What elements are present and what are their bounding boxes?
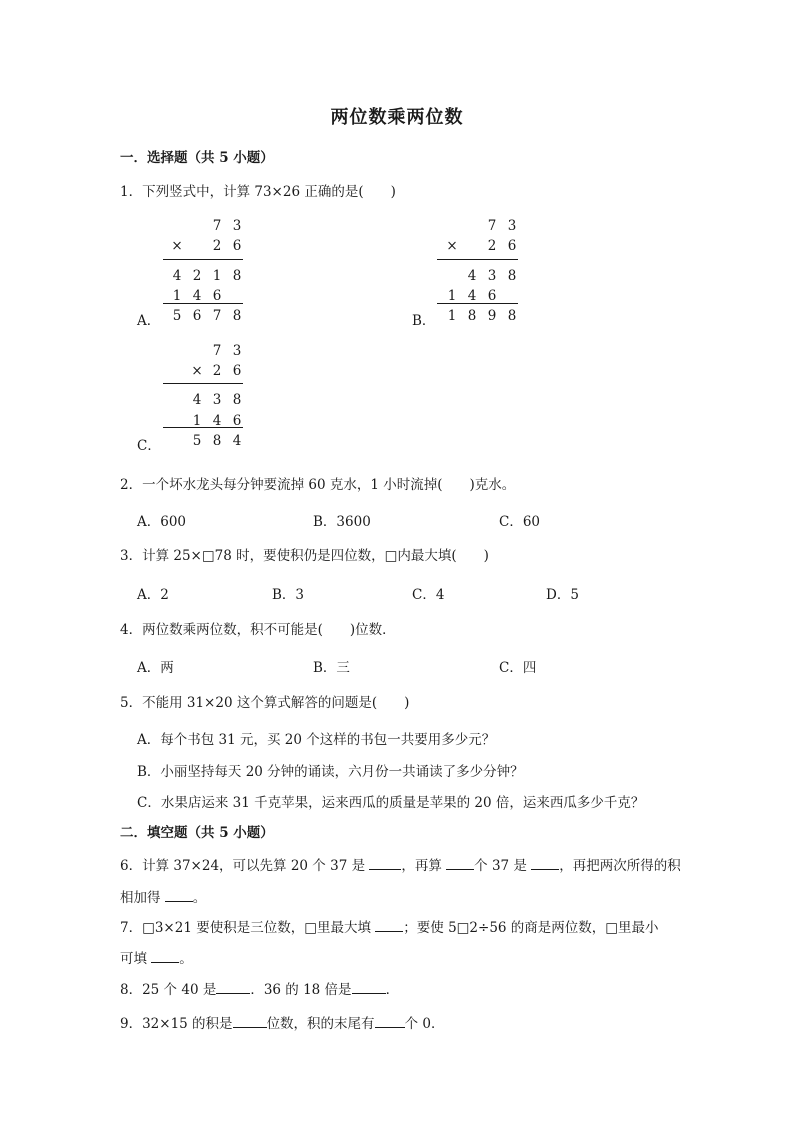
calc-rule-line: [437, 259, 518, 260]
question-3-option-b[interactable]: B．3: [272, 587, 305, 603]
calc-digit: 6: [212, 288, 222, 304]
calc-digit: 4: [192, 288, 202, 304]
question-5-option-b[interactable]: B．小丽坚持每天 20 分钟的诵读，六月份一共诵读了多少分钟？: [137, 764, 524, 780]
calc-digit: 2: [212, 238, 222, 254]
calc-digit: 8: [467, 308, 477, 324]
calc-digit: 4: [192, 392, 202, 408]
question-2-stem: 2．一个坏水龙头每分钟要流掉 60 克水，1 小时流掉( )克水。: [120, 477, 516, 493]
calc-digit: 6: [232, 238, 242, 254]
calc-digit: 3: [507, 218, 517, 234]
question-2-option-a[interactable]: A．600: [137, 514, 187, 530]
calc-rule-line: [163, 427, 243, 428]
question-6-text-2: ，再算: [401, 858, 442, 874]
question-6-line-2: [120, 886, 206, 906]
calc-digit: 1: [447, 288, 457, 304]
question-5-option-c[interactable]: C．水果店运来 31 千克苹果，运来西瓜的质量是苹果的 20 倍，运来西瓜多少千克？: [137, 795, 645, 811]
calc-digit: 6: [487, 288, 497, 304]
calc-digit: 4: [232, 433, 242, 449]
question-6-text-1: 6．计算 37×24，可以先算 20 个 37 是: [120, 858, 366, 874]
question-6-line-1: [120, 854, 681, 874]
calc-digit: 5: [172, 308, 182, 324]
page-title: 两位数乘两位数: [330, 107, 464, 128]
calc-digit: 7: [212, 218, 222, 234]
calc-rule-line: [163, 259, 243, 260]
calc-rule-line: [163, 303, 243, 304]
calc-digit: 1: [192, 413, 202, 429]
calc-digit: 3: [212, 392, 222, 408]
question-7-text-2: ；要使 5□2÷56 的商是两位数，□里最小: [403, 920, 659, 936]
calc-digit: 4: [467, 288, 477, 304]
calc-digit: 8: [232, 392, 242, 408]
calc-digit: 3: [232, 343, 242, 359]
question-7-line-1: [120, 916, 659, 936]
question-4-option-a[interactable]: A．两: [137, 660, 174, 676]
calc-digit: 6: [232, 363, 242, 379]
answer-blank[interactable]: [352, 979, 386, 994]
question-8-text-2: ．36 的 18 倍是: [250, 982, 352, 998]
calc-digit: 6: [192, 308, 202, 324]
question-8: [120, 978, 399, 998]
question-7-text-4: 。: [179, 951, 193, 967]
question-9-text-1: 9．32×15 的积是: [120, 1016, 233, 1032]
times-sign: ×: [191, 363, 203, 379]
calc-digit: 8: [232, 308, 242, 324]
calc-digit: 3: [487, 268, 497, 284]
question-8-text-1: 8．25 个 40 是: [120, 982, 217, 998]
option-b-label[interactable]: B．: [412, 313, 436, 329]
question-5-option-a[interactable]: A．每个书包 31 元，买 20 个这样的书包一共要用多少元？: [137, 732, 496, 748]
calc-digit: 1: [447, 308, 457, 324]
calc-digit: 1: [172, 288, 182, 304]
calc-digit: 2: [192, 268, 202, 284]
calc-digit: 2: [487, 238, 497, 254]
calc-digit: 8: [232, 268, 242, 284]
calc-digit: 8: [507, 268, 517, 284]
answer-blank[interactable]: [369, 855, 401, 870]
answer-blank[interactable]: [151, 948, 179, 963]
question-4-stem: 4．两位数乘两位数，积不可能是( )位数．: [120, 622, 396, 638]
calc-digit: 4: [212, 413, 222, 429]
question-9-text-3: 个 0．: [404, 1016, 445, 1032]
section-heading-choice: 一．选择题（共 5 小题）: [120, 150, 274, 166]
calc-digit: 6: [507, 238, 517, 254]
calc-rule-line: [437, 303, 518, 304]
calc-digit: 9: [487, 308, 497, 324]
answer-blank[interactable]: [233, 1013, 267, 1028]
calc-rule-line: [163, 383, 243, 384]
question-7-line-2: [120, 947, 193, 967]
calc-digit: 4: [467, 268, 477, 284]
section-heading-fill: 二．填空题（共 5 小题）: [120, 825, 274, 841]
calc-digit: 8: [212, 433, 222, 449]
answer-blank[interactable]: [446, 855, 474, 870]
question-2-option-c[interactable]: C．60: [499, 514, 541, 530]
calc-digit: 8: [507, 308, 517, 324]
calc-digit: 4: [172, 268, 182, 284]
question-9: [120, 1012, 444, 1032]
question-5-stem: 5．不能用 31×20 这个算式解答的问题是( ): [120, 695, 410, 711]
answer-blank[interactable]: [375, 1013, 405, 1028]
answer-blank[interactable]: [165, 887, 193, 902]
calc-digit: 7: [487, 218, 497, 234]
calc-digit: 2: [212, 363, 222, 379]
answer-blank[interactable]: [531, 855, 559, 870]
question-6-text-5: 相加得: [120, 890, 161, 906]
option-c-label[interactable]: C．: [137, 438, 161, 454]
question-4-option-c[interactable]: C．四: [499, 660, 537, 676]
question-3-option-a[interactable]: A．2: [137, 587, 169, 603]
calc-digit: 7: [212, 308, 222, 324]
question-3-option-d[interactable]: D．5: [546, 587, 579, 603]
option-a-label[interactable]: A．: [137, 313, 161, 329]
question-4-option-b[interactable]: B．三: [313, 660, 350, 676]
question-7-text-3: 可填: [120, 951, 147, 967]
calc-digit: 1: [212, 268, 222, 284]
question-3-option-c[interactable]: C．4: [412, 587, 445, 603]
question-6-text-6: 。: [192, 890, 207, 906]
question-3-stem: 3．计算 25×□78 时，要使积仍是四位数，□内最大填( ): [120, 548, 489, 564]
calc-digit: 7: [212, 343, 222, 359]
times-sign: ×: [171, 238, 183, 254]
answer-blank[interactable]: [375, 917, 403, 932]
question-7-text-1: 7．□3×21 要使积是三位数，□里最大填: [120, 920, 371, 936]
calc-digit: 5: [192, 433, 202, 449]
question-9-text-2: 位数，积的末尾有: [266, 1016, 375, 1032]
question-1-stem: 1．下列竖式中，计算 73×26 正确的是( ): [120, 184, 396, 200]
calc-digit: 3: [232, 218, 242, 234]
question-6-text-4: ，再把两次所得的积: [559, 858, 681, 874]
times-sign: ×: [446, 238, 458, 254]
question-8-text-3: ．: [385, 982, 400, 998]
question-6-text-3: 个 37 是: [474, 858, 527, 874]
answer-blank[interactable]: [216, 979, 250, 994]
calc-digit: 6: [232, 413, 242, 429]
question-2-option-b[interactable]: B．3600: [313, 514, 371, 530]
